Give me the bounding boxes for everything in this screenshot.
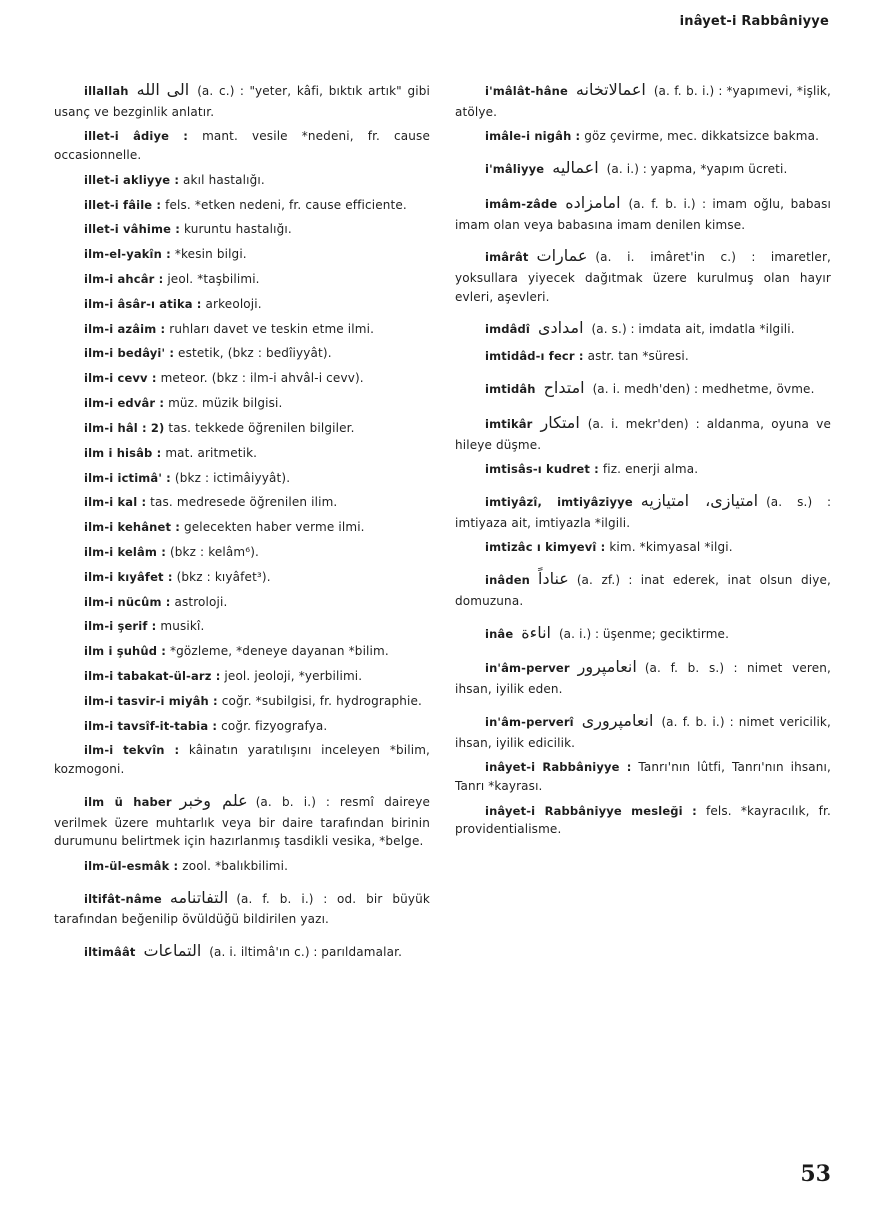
entry-definition: *gözleme, *deneye dayanan *bilim. bbox=[169, 644, 389, 659]
entry-definition: kuruntu hastalığı. bbox=[183, 222, 292, 237]
entry-term: ilm-i şerif : bbox=[84, 619, 157, 634]
dictionary-entry bbox=[54, 320, 430, 339]
left-column bbox=[54, 68, 430, 970]
entry-term: ilm-i kelâm : bbox=[84, 544, 166, 559]
entry-definition: (a. b. i.) : resmî daireye verilmek üzere muhtarlık veya bir daire tarafından birinin durumunu belirtmek için hazırlanmış tasdikli vesika, *belge. bbox=[54, 794, 430, 849]
dictionary-entry bbox=[54, 617, 430, 636]
entry-term: ilm-i nücûm : bbox=[84, 594, 171, 609]
dictionary-entry bbox=[54, 692, 430, 711]
entry-definition: kâinatın yaratılışını inceleyen *bilim, kozmogoni. bbox=[54, 743, 430, 777]
entry-term: illallah bbox=[84, 84, 129, 98]
entry-definition: fels. *etken nedeni, fr. cause efficiente. bbox=[165, 197, 407, 212]
entry-arabic-script: اعمالاتخانه bbox=[575, 80, 646, 99]
entry-term: ilm-ül-esmâk : bbox=[84, 858, 179, 873]
dictionary-entry bbox=[455, 489, 831, 532]
entry-term: inâyet-i Rabbâniyye mesleği : bbox=[485, 803, 697, 818]
entry-term: ilm-i tasvir-i miyâh : bbox=[84, 693, 218, 708]
entry-term: imtiyâzî, imtiyâziyye bbox=[485, 494, 633, 509]
entry-definition: tas. medresede öğrenilen ilim. bbox=[150, 495, 338, 510]
dictionary-entry bbox=[54, 220, 430, 239]
entry-definition: (a. f. b. i.) : *yapımevi, *işlik, atölye. bbox=[455, 84, 831, 119]
dictionary-entry bbox=[455, 709, 831, 752]
entry-definition: (a. f. b. i.) : imam oğlu, babası imam olan veya babasına imam denilen kimse. bbox=[455, 197, 831, 232]
dictionary-entry bbox=[455, 538, 831, 557]
entry-term: in'âm-perver bbox=[485, 661, 570, 676]
entry-arabic-script: اناءة bbox=[521, 622, 551, 642]
entry-definition: zool. *balıkbilimi. bbox=[182, 858, 289, 873]
dictionary-entry bbox=[455, 411, 831, 454]
entry-arabic-script: عناداً bbox=[538, 569, 569, 589]
entry-definition: estetik, (bkz : bedîiyyât). bbox=[178, 346, 332, 361]
dictionary-entry bbox=[54, 78, 430, 121]
entry-term: ilm-i bedâyi' : bbox=[84, 346, 175, 361]
entry-arabic-script: انعامپرور bbox=[577, 657, 637, 677]
entry-arabic-script: امتداح bbox=[543, 377, 585, 397]
entry-definition: (a. c.) : "yeter, kâfi, bıktık artık" gibi usanç ve bezginlik anlatır. bbox=[54, 84, 430, 119]
dictionary-entry bbox=[455, 802, 831, 839]
dictionary-entry bbox=[54, 741, 430, 778]
dictionary-entry bbox=[54, 857, 430, 876]
dictionary-entry bbox=[54, 518, 430, 537]
dictionary-entry bbox=[54, 568, 430, 587]
entry-arabic-script: علم وخبر bbox=[179, 790, 248, 810]
dictionary-entry bbox=[54, 789, 430, 851]
dictionary-entry bbox=[455, 244, 831, 306]
entry-definition: (a. i. mekr'den) : aldanma, oyuna ve hileye düşme. bbox=[455, 416, 831, 452]
entry-definition: musikî. bbox=[160, 619, 205, 634]
dictionary-entry bbox=[455, 156, 831, 181]
entry-arabic-script: التفاتنامه bbox=[169, 887, 229, 907]
entry-definition: fiz. enerji alma. bbox=[602, 462, 699, 477]
entry-term: imâm-zâde bbox=[485, 197, 558, 211]
entry-term: ilm-i kıyâfet : bbox=[84, 569, 173, 584]
entry-term: imtizâc ı kimyevî : bbox=[485, 540, 606, 555]
entry-term: ilm-i âsâr-ı atika : bbox=[84, 296, 202, 311]
entry-definition: astroloji. bbox=[174, 594, 228, 609]
entry-definition: astr. tan *süresi. bbox=[587, 349, 689, 364]
dictionary-entry bbox=[54, 717, 430, 736]
dictionary-entry bbox=[54, 270, 430, 289]
entry-term: ilm-i kal : bbox=[84, 495, 147, 510]
dictionary-entry bbox=[455, 316, 831, 341]
entry-definition: (a. zf.) : inat ederek, inat olsun diye, domuzuna. bbox=[455, 573, 831, 608]
entry-definition: coğr. *subilgisi, fr. hydrographie. bbox=[221, 693, 423, 708]
entry-definition: (a. f. b. s.) : nimet veren, ihsan, iyilik eden. bbox=[455, 661, 831, 697]
dictionary-entry bbox=[54, 419, 430, 438]
entry-term: ilm-i edvâr : bbox=[84, 396, 165, 411]
entry-term: inâyet-i Rabbâniyye : bbox=[485, 760, 632, 775]
entry-definition: meteor. (bkz : ilm-i ahvâl-i cevv). bbox=[160, 371, 364, 386]
dictionary-entry bbox=[54, 344, 430, 363]
entry-definition: (bkz : kelâm⁶). bbox=[169, 544, 259, 559]
entry-definition: (a. f. b. i.) : od. bir büyük tarafından beğenilip övüldüğü bildirilen yazı. bbox=[54, 891, 430, 927]
entry-term: i'mâlât-hâne bbox=[485, 84, 568, 98]
running-head: inâyet-i Rabbâniyye bbox=[679, 14, 829, 29]
entry-term: i'mâliyye bbox=[485, 162, 545, 177]
entry-definition: coğr. fizyografya. bbox=[221, 718, 328, 733]
entry-term: ilm-i tekvîn : bbox=[84, 743, 180, 758]
entry-arabic-script: امدادى bbox=[538, 318, 584, 338]
page-number: 53 bbox=[800, 1161, 831, 1187]
entry-term: imârât bbox=[485, 250, 529, 265]
entry-term: imtisâs-ı kudret : bbox=[485, 462, 599, 477]
entry-definition: arkeoloji. bbox=[205, 296, 262, 311]
dictionary-entry bbox=[54, 196, 430, 215]
dictionary-entry bbox=[54, 493, 430, 512]
dictionary-entry bbox=[455, 655, 831, 698]
dictionary-entry bbox=[54, 642, 430, 661]
entry-arabic-script: الی الله bbox=[136, 80, 190, 99]
entry-term: imâle-i nigâh : bbox=[485, 129, 581, 144]
dictionary-entry bbox=[455, 758, 831, 795]
dictionary-entry bbox=[54, 394, 430, 413]
entry-definition: göz çevirme, mec. dikkatsizce bakma. bbox=[584, 129, 820, 144]
dictionary-entry bbox=[54, 127, 430, 164]
entry-arabic-script: امتكار bbox=[540, 412, 580, 432]
dictionary-entry bbox=[54, 171, 430, 190]
dictionary-entry bbox=[455, 127, 831, 146]
entry-definition: jeol. jeoloji, *yerbilimi. bbox=[224, 669, 363, 684]
dictionary-entry bbox=[54, 543, 430, 562]
entry-term: inâden bbox=[485, 573, 531, 588]
entry-definition: (a. i. medh'den) : medhetme, övme. bbox=[592, 381, 815, 396]
dictionary-entry bbox=[54, 886, 430, 929]
entry-arabic-script: امتيازى، امتيازيه bbox=[640, 490, 759, 510]
entry-term: ilm i şuhûd : bbox=[84, 644, 167, 659]
entry-term: inâe bbox=[485, 626, 514, 641]
entry-definition: fels. *kayracılık, fr. providentialisme. bbox=[455, 803, 832, 837]
entry-term: imdâdî bbox=[485, 322, 530, 337]
dictionary-entry bbox=[54, 444, 430, 463]
entry-term: illet-i âdiye : bbox=[84, 129, 189, 144]
entry-definition: mat. aritmetik. bbox=[165, 445, 258, 460]
entry-term: ilm-i ahcâr : bbox=[84, 272, 164, 287]
entry-term: ilm-i kehânet : bbox=[84, 520, 181, 535]
entry-term: imtikâr bbox=[485, 416, 533, 431]
dictionary-entry bbox=[455, 376, 831, 401]
entry-term: illet-i akliyye : bbox=[84, 172, 180, 187]
entry-term: ilm-el-yakîn : bbox=[84, 247, 171, 262]
entry-definition: mant. vesile *nedeni, fr. cause occasionnelle. bbox=[54, 129, 430, 163]
entry-definition: (a. s.) : imtiyaza ait, imtiyazla *ilgili. bbox=[455, 494, 831, 530]
entry-term: iltifât-nâme bbox=[84, 891, 162, 906]
entry-definition: (a. i. imâret'in c.) : imaretler, yoksullara yiyecek dağıtmak üzere kurulmuş olan hayır evleri, aşevleri. bbox=[455, 250, 831, 304]
entry-definition: (bkz : ictimâiyyât). bbox=[174, 470, 291, 485]
entry-term: ilm-i tabakat-ül-arz : bbox=[84, 669, 221, 684]
entry-arabic-script: التماعات bbox=[143, 941, 202, 961]
dictionary-entry bbox=[54, 593, 430, 612]
entry-arabic-script: امامزاده bbox=[565, 193, 621, 212]
dictionary-entry bbox=[54, 369, 430, 388]
dictionary-entry bbox=[455, 621, 831, 646]
entry-term: ilm-i cevv : bbox=[84, 371, 157, 386]
entry-arabic-script: اعماليه bbox=[552, 158, 599, 178]
entry-definition: tas. tekkede öğrenilen bilgiler. bbox=[168, 420, 355, 435]
dictionary-entry bbox=[455, 460, 831, 479]
dictionary-entry bbox=[54, 245, 430, 264]
dictionary-entry bbox=[455, 78, 831, 121]
entry-definition: (a. i.) : yapma, *yapım ücreti. bbox=[606, 162, 788, 177]
entry-term: ilm-i hâl : 2) bbox=[84, 420, 165, 435]
entry-arabic-script: انعامپرورى bbox=[581, 710, 654, 730]
dictionary-entry bbox=[455, 191, 831, 234]
entry-term: ilm-i tavsîf-it-tabia : bbox=[84, 718, 218, 733]
entry-term: in'âm-perverî bbox=[485, 714, 574, 729]
entry-definition: akıl hastalığı. bbox=[183, 172, 265, 187]
entry-term: ilm ü haber bbox=[84, 794, 172, 809]
entry-term: imtidâh bbox=[485, 381, 536, 396]
entry-term: ilm-i azâim : bbox=[84, 321, 166, 336]
entry-definition: jeol. *taşbilimi. bbox=[167, 272, 260, 287]
entry-arabic-script: عمارات bbox=[536, 246, 588, 266]
entry-definition: *kesin bilgi. bbox=[174, 247, 247, 262]
dictionary-entry bbox=[455, 347, 831, 366]
entry-term: iltimâât bbox=[84, 945, 136, 960]
dictionary-entry bbox=[54, 939, 430, 964]
entry-term: ilm i hisâb : bbox=[84, 445, 162, 460]
dictionary-entry bbox=[455, 567, 831, 610]
entry-definition: Tanrı'nın lûtfi, Tanrı'nın ihsanı, Tanrı *kayrası. bbox=[455, 760, 831, 793]
dictionary-entry bbox=[54, 667, 430, 686]
entry-definition: kim. *kimyasal *ilgi. bbox=[609, 540, 733, 555]
entry-definition: gelecekten haber verme ilmi. bbox=[183, 520, 365, 535]
entry-definition: (a. i.) : üşenme; geciktirme. bbox=[558, 626, 730, 641]
entry-definition: (a. f. b. i.) : nimet vericilik, ihsan, iyilik edicilik. bbox=[455, 714, 831, 750]
entry-definition: (bkz : kıyâfet³). bbox=[176, 569, 271, 584]
dictionary-entry bbox=[54, 295, 430, 314]
entry-term: illet-i fâile : bbox=[84, 197, 162, 212]
entry-definition: ruhları davet ve teskin etme ilmi. bbox=[169, 321, 375, 336]
entry-term: illet-i vâhime : bbox=[84, 222, 181, 237]
dictionary-entry bbox=[54, 469, 430, 488]
entry-definition: (a. i. iltimâ'ın c.) : parıldamalar. bbox=[209, 945, 403, 960]
entry-definition: müz. müzik bilgisi. bbox=[168, 396, 283, 411]
entry-term: imtidâd-ı fecr : bbox=[485, 349, 584, 364]
right-column bbox=[455, 68, 831, 845]
entry-definition: (a. s.) : imdata ait, imdatla *ilgili. bbox=[591, 322, 795, 337]
entry-term: ilm-i ictimâ' : bbox=[84, 470, 171, 485]
